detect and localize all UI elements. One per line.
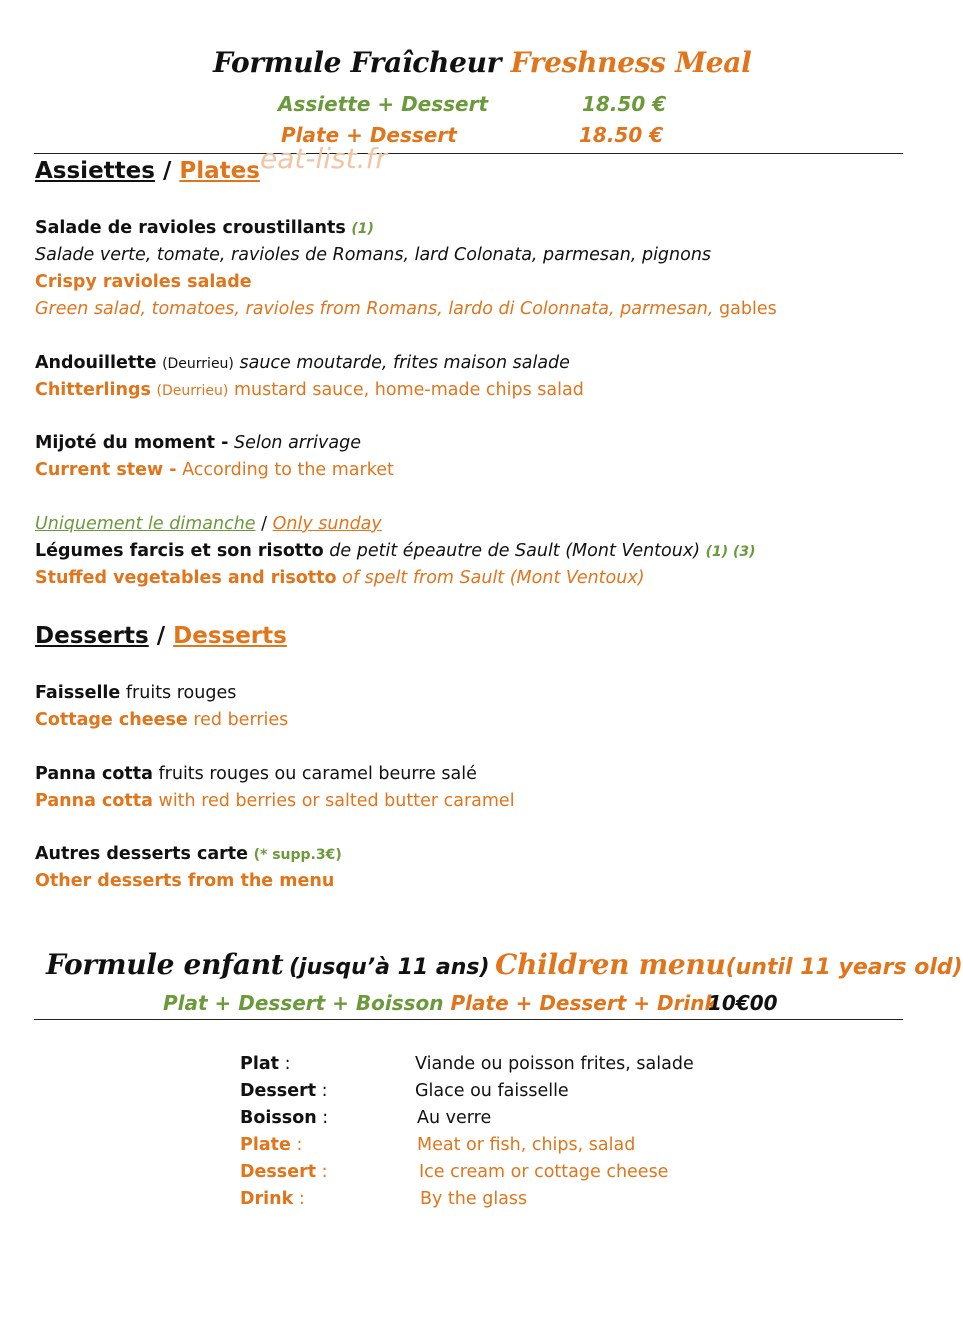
child-row-en-1-value: Meat or fish, chips, salad [417,1135,636,1155]
dessert-2-desc-en: with red berries or salted butter caramel [158,791,515,811]
child-row-fr-1-value: Viande ou poisson frites, salade [415,1054,694,1074]
child-row-en-2-label [240,1162,328,1182]
dessert-3-name-fr: Autres desserts carte [35,844,249,864]
children-age-en: (until 11 years old) [725,955,963,980]
dessert-2-desc-fr: fruits rouges ou caramel beurre salé [158,764,477,784]
dessert-1-desc-en: red berries [193,710,289,730]
child-row-fr-3-label [240,1108,328,1128]
dessert-2-name-en: Panna cotta [35,791,153,811]
watermark: eat-list.fr [260,142,387,175]
sunday-fr-line [35,541,756,561]
plates-title-en: Plates [179,158,260,184]
dessert-1-name-fr: Faisselle [35,683,121,703]
fraicheur-price-fr: 18.50 € [582,92,667,116]
plate-2-name-en: Chitterlings [35,380,151,400]
dessert-2-name-fr: Panna cotta [35,764,153,784]
plate-2-supplier-en: (Deurrieu) [156,383,229,399]
child-row-en-3-name: Drink [240,1189,294,1209]
plates-title-fr: Assiettes [35,158,155,184]
dessert-2-fr-line [35,764,477,784]
sunday-en-line [35,568,645,588]
section-title-desserts [35,623,287,649]
sunday-label-en: Only sunday [272,514,382,534]
child-row-fr-3-colon: : [322,1108,329,1128]
child-row-fr-2-value: Glace ou faisselle [415,1081,569,1101]
child-row-fr-1-colon: : [284,1054,291,1074]
section-title-plates [35,158,260,184]
plate-2-fr-line [35,353,570,373]
formule-fraicheur-title [213,46,751,79]
plate-1-name-en: Crispy ravioles salade [35,272,252,292]
sunday-name-fr: Légumes farcis et son risotto [35,541,324,561]
dessert-1-desc-fr: fruits rouges [125,683,237,703]
dessert-3-supp: (* supp.3€) [253,847,342,863]
sunday-name-en: Stuffed vegetables and risotto [35,568,337,588]
sunday-label-fr: Uniquement le dimanche [35,514,256,534]
child-row-fr-3-name: Boisson [240,1108,317,1128]
sunday-label-separator: / [261,514,268,534]
children-title-en: Children menu [495,948,726,981]
child-row-en-1-name: Plate [240,1135,291,1155]
plate-3-name-en: Current stew - [35,460,177,480]
child-row-en-2-colon: : [321,1162,328,1182]
dessert-1-name-en: Cottage cheese [35,710,188,730]
sunday-desc-fr: de petit épeautre de Sault (Mont Ventoux) [329,541,701,561]
child-row-en-1-label [240,1135,302,1155]
fraicheur-line-fr: Assiette + Dessert [278,92,489,116]
child-row-en-1-colon: : [296,1135,303,1155]
divider-top [34,153,903,154]
child-row-en-3-colon: : [298,1189,305,1209]
plate-3-desc-en: According to the market [182,460,394,480]
fraicheur-price-en: 18.50 € [579,123,664,147]
children-price: 10€00 [708,991,778,1015]
desserts-title-en: Desserts [173,623,287,649]
plate-1-desc-en-line [35,299,777,319]
plate-3-desc-fr: Selon arrivage [233,433,361,453]
child-row-en-2-name: Dessert [240,1162,317,1182]
child-row-en-2-value: Ice cream or cottage cheese [419,1162,669,1182]
plate-1-desc-en-tail: gables [719,299,777,319]
child-row-fr-1-name: Plat [240,1054,279,1074]
children-menu-title [46,948,963,981]
plate-2-name-fr: Andouillette [35,353,157,373]
sunday-notes: (1) (3) [705,544,756,560]
child-row-fr-3-value: Au verre [417,1108,492,1128]
dessert-2-en-line [35,791,515,811]
children-line-fr: Plat + Dessert + Boisson [163,991,444,1015]
desserts-title-fr: Desserts [35,623,149,649]
fraicheur-line-en: Plate + Dessert [281,123,457,147]
dessert-1-fr-line [35,683,236,703]
dessert-3-name-en: Other desserts from the menu [35,871,335,891]
children-title-fr: Formule enfant [46,948,284,981]
children-age-fr: (jusqu’à 11 ans) [289,955,490,980]
title-en: Freshness Meal [510,46,752,79]
child-row-fr-2-label [240,1081,328,1101]
plate-2-desc-en: mustard sauce, home-made chips salad [233,380,584,400]
plate-1-desc-fr: Salade verte, tomate, ravioles de Romans, lard Colonata, parmesan, pignons [35,245,712,265]
plate-3-name-fr: Mijoté du moment - [35,433,229,453]
divider-children [34,1019,903,1020]
plate-1-note: (1) [351,221,374,237]
plate-2-en-line [35,380,584,400]
plate-2-supplier-fr: (Deurrieu) [162,356,234,372]
plate-1-name-fr: Salade de ravioles croustillants [35,218,346,238]
sunday-label [35,514,382,534]
dessert-3-fr-line [35,844,342,864]
plate-2-desc-fr: sauce moutarde, frites maison salade [239,353,570,373]
title-fr: Formule Fraîcheur [213,46,502,79]
plate-3-en-line [35,460,394,480]
plates-title-separator: / [162,158,172,184]
desserts-title-separator: / [156,623,166,649]
dessert-1-en-line [35,710,288,730]
children-formula-line [163,991,718,1015]
child-row-en-3-label [240,1189,305,1209]
child-row-fr-2-colon: : [321,1081,328,1101]
plate-1-fr-heading [35,218,374,238]
children-line-en: Plate + Dessert + Drink [450,991,718,1015]
plate-1-desc-en: Green salad, tomatoes, ravioles from Romans, lardo di Colonnata, parmesan, [35,299,714,319]
child-row-en-3-value: By the glass [420,1189,528,1209]
child-row-fr-2-name: Dessert [240,1081,317,1101]
plate-3-fr-line [35,433,361,453]
sunday-desc-en: of spelt from Sault (Mont Ventoux) [342,568,645,588]
child-row-fr-1-label [240,1054,290,1074]
